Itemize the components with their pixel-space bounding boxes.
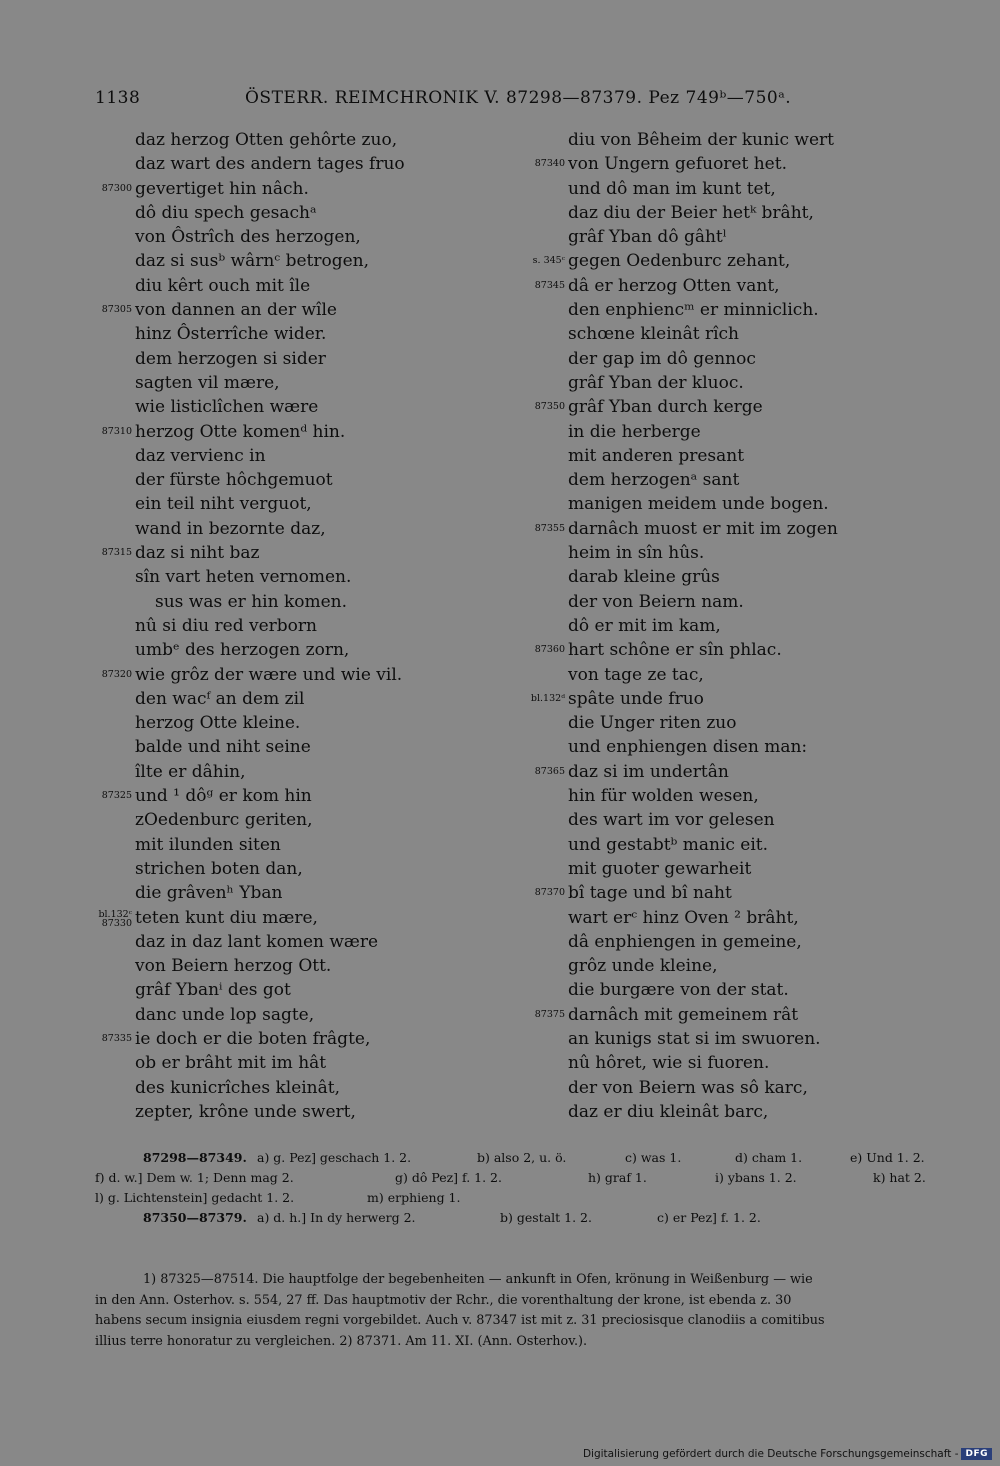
verse-line xyxy=(135,152,575,176)
apparatus-entry: a) d. h.] In dy herwerg 2. xyxy=(257,1210,416,1225)
verse-text: grâf Yban der kluoc. xyxy=(568,372,744,393)
verse-line xyxy=(135,760,575,784)
verse-text: danc unde lop sagte, xyxy=(135,1004,315,1025)
verse-line xyxy=(101,420,575,444)
verse-line xyxy=(135,565,575,589)
verse-text: der gap im dô gennoc xyxy=(568,348,756,369)
verse-line xyxy=(98,906,575,930)
verse-line xyxy=(101,541,575,565)
verse-text: dô diu spech gesachᵃ xyxy=(135,202,317,223)
verse-text: umbᵉ des herzogen zorn, xyxy=(135,640,350,661)
verse-line xyxy=(135,249,575,273)
verse-text: diu kêrt ouch mit île xyxy=(135,275,311,296)
verse-text: den wacᶠ an dem zil xyxy=(135,688,305,709)
verse-line xyxy=(534,517,1000,541)
verse-text: ie doch er die boten frâgte, xyxy=(135,1028,371,1049)
verse-line xyxy=(568,614,1000,638)
verse-line xyxy=(534,760,1000,784)
verse-line xyxy=(135,857,575,881)
verse-text: der von Beiern nam. xyxy=(568,591,744,612)
verse-text: îlte er dâhin, xyxy=(135,761,246,782)
verse-text: wand in bezornte daz, xyxy=(135,518,326,539)
line-number: 87355 xyxy=(534,522,565,534)
verse-text: sîn vart heten vernomen. xyxy=(135,567,352,588)
verse-text: der von Beiern was sô karc, xyxy=(568,1077,808,1098)
verse-text: daz vervienc in xyxy=(135,445,266,466)
footnote-line: habens secum insignia eiusdem regni vorgebildet. Auch v. 87347 ist mit z. 31 preciosisque clanodiis a comitibus xyxy=(95,1313,825,1328)
verse-text: bî tage und bî naht xyxy=(568,883,732,904)
verse-line xyxy=(568,371,1000,395)
apparatus-entry: l) g. Lichtenstein] gedacht 1. 2. xyxy=(95,1190,295,1205)
verse-text: nû si diu red verborn xyxy=(135,615,317,636)
verse-text: von Ôstrîch des herzogen, xyxy=(135,227,361,248)
verse-text: des kunicrîches kleinât, xyxy=(135,1077,341,1098)
left-verse-column xyxy=(98,128,575,1124)
line-number: 87315 xyxy=(101,547,132,559)
verse-line xyxy=(135,1003,575,1027)
verse-text: gegen Oedenburc zehant, xyxy=(568,251,791,272)
verse-line xyxy=(135,444,575,468)
apparatus-entry: b) also 2, u. ö. xyxy=(477,1150,567,1165)
verse-text: dâ er herzog Otten vant, xyxy=(568,275,780,296)
verse-line xyxy=(135,978,575,1002)
verse-line xyxy=(101,663,575,687)
apparatus-entry: i) ybans 1. 2. xyxy=(715,1170,797,1185)
verse-text: wie grôz der wære und wie vil. xyxy=(135,664,403,685)
verse-text: gevertiget hin nâch. xyxy=(135,178,309,199)
verse-text: hart schône er sîn phlac. xyxy=(568,640,782,661)
line-number: 87370 xyxy=(534,887,565,899)
apparatus-row xyxy=(95,1188,940,1208)
verse-line xyxy=(568,1051,1000,1075)
verse-line xyxy=(135,225,575,249)
verse-line xyxy=(135,711,575,735)
verse-text: ob er brâht mit im hât xyxy=(135,1053,327,1074)
verse-text: an kunigs stat si im swuoren. xyxy=(568,1028,821,1049)
verse-line xyxy=(532,249,1000,273)
verse-line xyxy=(568,954,1000,978)
verse-line xyxy=(568,1027,1000,1051)
verse-line xyxy=(135,954,575,978)
footnotes xyxy=(95,1270,940,1352)
verse-text: daz si susᵇ wârnᶜ betrogen, xyxy=(135,251,370,272)
verse-line xyxy=(135,492,575,516)
verse-line xyxy=(568,468,1000,492)
verse-line xyxy=(568,347,1000,371)
verse-text: balde und niht seine xyxy=(135,737,311,758)
verse-line xyxy=(568,1076,1000,1100)
verse-text: hinz Ôsterrîche wider. xyxy=(135,324,327,345)
verse-line xyxy=(135,735,575,759)
verse-text: von Beiern herzog Ott. xyxy=(135,956,332,977)
verse-text: die burgære von der stat. xyxy=(568,980,789,1001)
line-number: 87360 xyxy=(534,644,565,656)
verse-text: dem herzogen si sider xyxy=(135,348,326,369)
verse-text: grâf Ybanⁱ des got xyxy=(135,980,291,1001)
apparatus-entry: c) was 1. xyxy=(625,1150,682,1165)
verse-text: daz in daz lant komen wære xyxy=(135,931,379,952)
line-number: 87305 xyxy=(101,304,132,316)
verse-line xyxy=(135,614,575,638)
verse-text: grôz unde kleine, xyxy=(568,956,718,977)
verse-text: der fürste hôchgemuot xyxy=(135,470,333,491)
right-verse-column xyxy=(530,128,1000,1124)
verse-line xyxy=(568,833,1000,857)
verse-line xyxy=(568,735,1000,759)
verse-line xyxy=(135,1076,575,1100)
verse-line xyxy=(534,274,1000,298)
line-number: 87365 xyxy=(534,765,565,777)
verse-text: den enphiencᵐ er minniclich. xyxy=(568,300,819,321)
verse-text: daz wart des andern tages fruo xyxy=(135,154,405,175)
verse-line xyxy=(568,565,1000,589)
dfg-logo-icon: DFG xyxy=(961,1448,992,1460)
verse-text: von Ungern gefuoret het. xyxy=(568,154,787,175)
verse-text: die grâvenʰ Yban xyxy=(135,883,283,904)
running-title: ÖSTERR. REIMCHRONIK V. 87298—87379. Pez 749ᵇ—750ᵃ. xyxy=(245,88,792,108)
verse-text: dô er mit im kam, xyxy=(568,615,721,636)
apparatus-entry: e) Und 1. 2. xyxy=(850,1150,925,1165)
verse-line xyxy=(135,395,575,419)
verse-line xyxy=(135,881,575,905)
apparatus-entry: a) g. Pez] geschach 1. 2. xyxy=(257,1150,412,1165)
verse-line xyxy=(568,420,1000,444)
verse-line xyxy=(101,177,575,201)
verse-line xyxy=(568,906,1000,930)
verse-line xyxy=(568,541,1000,565)
verse-text: daz diu der Beier hetᵏ brâht, xyxy=(568,202,814,223)
line-number: 87340 xyxy=(534,158,565,170)
verse-line xyxy=(101,1027,575,1051)
verse-text: zOedenburc geriten, xyxy=(135,810,313,831)
verse-text: heim in sîn hûs. xyxy=(568,543,705,564)
verse-line xyxy=(568,930,1000,954)
verse-line xyxy=(568,808,1000,832)
verse-line xyxy=(101,298,575,322)
verse-text: herzog Otte komenᵈ hin. xyxy=(135,421,346,442)
verse-line xyxy=(135,128,575,152)
line-number: 87310 xyxy=(101,425,132,437)
apparatus-entry: k) hat 2. xyxy=(873,1170,926,1185)
verse-text: darab kleine grûs xyxy=(568,567,720,588)
verse-text: grâf Yban durch kerge xyxy=(568,397,763,418)
verse-line xyxy=(135,468,575,492)
line-number: 87300 xyxy=(101,182,132,194)
verse-line xyxy=(568,1100,1000,1124)
verse-line xyxy=(568,444,1000,468)
verse-line xyxy=(135,201,575,225)
verse-text: herzog Otte kleine. xyxy=(135,713,301,734)
apparatus-range: 87350—87379. xyxy=(143,1210,247,1225)
verse-line xyxy=(135,638,575,662)
verse-line xyxy=(530,687,1000,711)
line-number: 87345 xyxy=(534,279,565,291)
apparatus-entry: g) dô Pez] f. 1. 2. xyxy=(395,1170,502,1185)
verse-line xyxy=(135,322,575,346)
verse-text: grâf Yban dô gâhtˡ xyxy=(568,227,727,248)
footnote-line: 1) 87325—87514. Die hauptfolge der begebenheiten — ankunft in Ofen, krönung in Weißenburg — wie xyxy=(143,1272,813,1287)
verse-line xyxy=(534,638,1000,662)
digitization-credit xyxy=(583,1448,992,1460)
verse-line xyxy=(568,784,1000,808)
verse-line xyxy=(135,274,575,298)
verse-text: spâte unde fruo xyxy=(568,688,704,709)
apparatus-entry: m) erphieng 1. xyxy=(367,1190,461,1205)
line-number: s. 345ᶜ xyxy=(532,255,565,267)
apparatus-row xyxy=(95,1148,940,1168)
verse-line xyxy=(568,857,1000,881)
verse-text: mit anderen presant xyxy=(568,445,745,466)
verse-text: von tage ze tac, xyxy=(568,664,704,685)
verse-line xyxy=(568,663,1000,687)
verse-text: strichen boten dan, xyxy=(135,858,303,879)
verse-line xyxy=(568,298,1000,322)
verse-line xyxy=(135,833,575,857)
verse-line xyxy=(534,1003,1000,1027)
verse-line xyxy=(568,225,1000,249)
verse-text: diu von Bêheim der kunic wert xyxy=(568,130,834,150)
apparatus-entry: c) er Pez] f. 1. 2. xyxy=(657,1210,761,1225)
verse-text: wart erᶜ hinz Oven ² brâht, xyxy=(568,907,799,928)
verse-line xyxy=(135,687,575,711)
verse-line xyxy=(135,517,575,541)
verse-line xyxy=(568,128,1000,152)
line-number: 87320 xyxy=(101,668,132,680)
verse-line xyxy=(534,152,1000,176)
verse-text: und dô man im kunt tet, xyxy=(568,178,776,199)
verse-text: und gestabtᵇ manic eit. xyxy=(568,834,769,855)
line-number: bl.132ᶜ 87330 xyxy=(98,908,132,929)
line-number: 87350 xyxy=(534,401,565,413)
verse-line xyxy=(568,711,1000,735)
verse-text: teten kunt diu mære, xyxy=(135,907,318,928)
verse-text: von dannen an der wîle xyxy=(135,300,337,321)
verse-text: die Unger riten zuo xyxy=(568,713,737,734)
verse-line xyxy=(568,590,1000,614)
verse-line xyxy=(568,492,1000,516)
verse-line xyxy=(135,930,575,954)
verse-line xyxy=(568,177,1000,201)
verse-line xyxy=(534,395,1000,419)
apparatus-range: 87298—87349. xyxy=(143,1150,247,1165)
apparatus-row xyxy=(95,1168,940,1188)
verse-text: dem herzogenᵃ sant xyxy=(568,470,740,491)
line-number: 87325 xyxy=(101,790,132,802)
apparatus-entry: b) gestalt 1. 2. xyxy=(500,1210,592,1225)
verse-line xyxy=(135,1100,575,1124)
verse-text: zepter, krône unde swert, xyxy=(135,1101,356,1122)
verse-line xyxy=(135,347,575,371)
apparatus-entry: h) graf 1. xyxy=(588,1170,647,1185)
verse-text: des wart im vor gelesen xyxy=(568,810,775,831)
apparatus-entry: d) cham 1. xyxy=(735,1150,803,1165)
footnote-line: in den Ann. Osterhov. s. 554, 27 ff. Das hauptmotiv der Rchr., die vorenthaltung der krone, ist ebenda z. 30 xyxy=(95,1292,792,1308)
verse-text: dâ enphiengen in gemeine, xyxy=(568,931,802,952)
page-number: 1138 xyxy=(95,88,141,108)
critical-apparatus xyxy=(95,1148,940,1228)
verse-line xyxy=(135,808,575,832)
verse-text: nû hôret, wie si fuoren. xyxy=(568,1053,770,1074)
verse-text: darnâch mit gemeinem rât xyxy=(568,1004,799,1025)
line-number: bl.132ᵈ xyxy=(530,692,565,704)
verse-text: manigen meidem unde bogen. xyxy=(568,494,829,515)
verse-line xyxy=(135,1051,575,1075)
verse-line xyxy=(135,371,575,395)
verse-text: und enphiengen disen man: xyxy=(568,737,808,758)
line-number: 87375 xyxy=(534,1008,565,1020)
verse-text: hin für wolden wesen, xyxy=(568,786,759,807)
verse-text: darnâch muost er mit im zogen xyxy=(568,518,838,539)
verse-text: ein teil niht verguot, xyxy=(135,494,312,515)
verse-text: daz er diu kleinât barc, xyxy=(568,1101,769,1122)
verse-line xyxy=(568,322,1000,346)
verse-text: daz si im undertân xyxy=(568,761,729,782)
verse-line xyxy=(568,978,1000,1002)
verse-line xyxy=(534,881,1000,905)
verse-text: mit ilunden siten xyxy=(135,834,281,855)
verse-line xyxy=(135,590,575,614)
verse-text: daz herzog Otten gehôrte zuo, xyxy=(135,130,398,150)
verse-text: sagten vil mære, xyxy=(135,372,280,393)
verse-text: in die herberge xyxy=(568,421,701,442)
verse-text: und ¹ dôᵍ er kom hin xyxy=(135,786,312,807)
verse-text: schœne kleinât rîch xyxy=(568,324,740,345)
verse-text: sus was er hin komen. xyxy=(155,591,348,612)
line-number: 87335 xyxy=(101,1032,132,1044)
footnote-line: illius terre honoratur zu vergleichen. 2) 87371. Am 11. XI. (Ann. Osterhov.). xyxy=(95,1333,588,1349)
apparatus-entry: f) d. w.] Dem w. 1; Denn mag 2. xyxy=(95,1170,294,1185)
verse-line xyxy=(101,784,575,808)
apparatus-row xyxy=(95,1208,940,1228)
verse-text: wie listiclîchen wære xyxy=(135,397,319,418)
verse-text: mit guoter gewarheit xyxy=(568,858,752,879)
verse-text: daz si niht baz xyxy=(135,543,260,564)
credit-text: Digitalisierung gefördert durch die Deutsche Forschungsgemeinschaft - xyxy=(582,1448,959,1460)
verse-line xyxy=(568,201,1000,225)
